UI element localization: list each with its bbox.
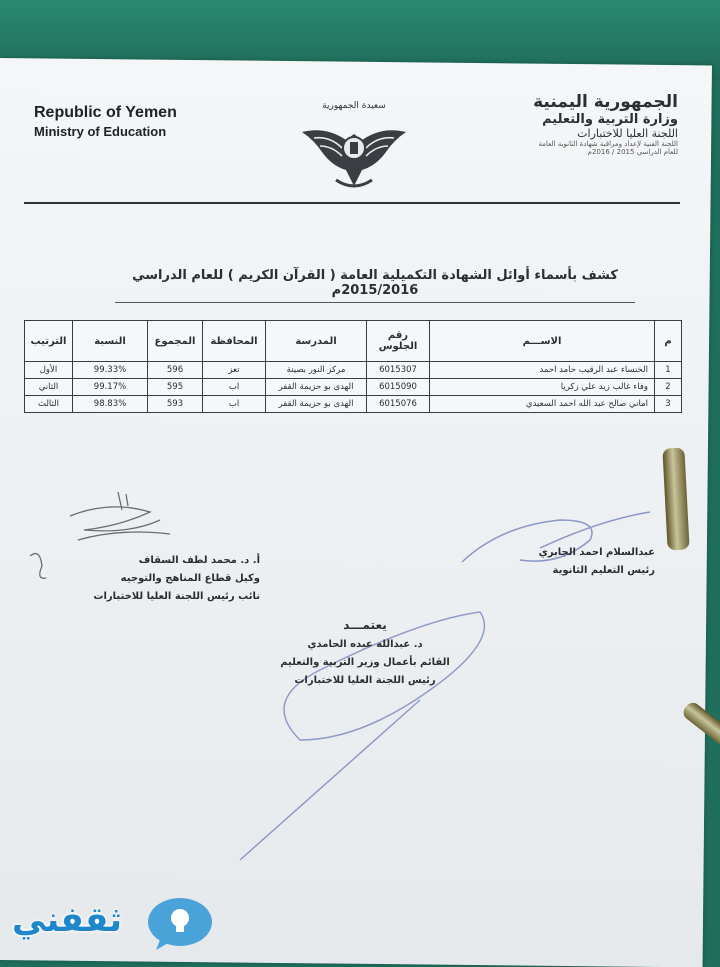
cell-governorate: تعز [203, 362, 266, 379]
cell-governorate: اب [203, 379, 266, 396]
header-arabic-ministry: وزارة التربية والتعليم [542, 112, 678, 127]
header-arabic [438, 92, 678, 156]
col-header-total: المجموع [148, 321, 203, 362]
header-arabic-subcommittee: اللجنة الفنية لإعداد ومراقبة شهادة الثانوية العامة [538, 140, 678, 148]
header-english-ministry: Ministry of Education [34, 124, 167, 139]
cell-number: 2 [655, 379, 682, 396]
cell-school: الهدى بو حزيمة القفر [266, 396, 367, 413]
header-arabic-republic: الجمهورية اليمنية [533, 92, 678, 112]
yemen-eagle-emblem-icon [296, 96, 412, 196]
col-header-number: م [655, 321, 682, 362]
cell-school: الهدى بو حزيمة القفر [266, 379, 367, 396]
cell-seat-number: 6015076 [367, 396, 430, 413]
center-signature-title1: القائم بأعمال وزير التربية والتعليم [280, 657, 450, 668]
center-signature-block [250, 616, 480, 690]
cell-name: وفاء غالب زيد علي زكريا [430, 379, 655, 396]
cell-seat-number: 6015090 [367, 379, 430, 396]
center-signature-title2: رئيس اللجنة العليا للاختبارات [294, 675, 436, 686]
center-signature-name: د. عبدالله عبده الحامدي [307, 639, 423, 650]
left-signature-title2: نائب رئيس اللجنة العليا للاختبارات [93, 591, 260, 602]
cell-total: 596 [148, 362, 203, 379]
right-signature-name: عبدالسلام احمد الجابري [538, 547, 655, 558]
cell-percentage: 99.17% [73, 379, 148, 396]
cell-percentage: 99.33% [73, 362, 148, 379]
left-signature-block [70, 552, 260, 606]
header-arabic-committee: اللجنة العليا للاختبارات [577, 127, 678, 140]
table-row [25, 379, 682, 396]
right-signature-title1: رئيس التعليم الثانوية [552, 565, 655, 576]
cell-total: 593 [148, 396, 203, 413]
cell-rank: الأول [25, 362, 73, 379]
cell-school: مركز النور بصينة [266, 362, 367, 379]
header-english [34, 104, 177, 139]
col-header-rank: الترتيب [25, 321, 73, 362]
cell-name: الخنساء عبد الرقيب حامد احمد [430, 362, 655, 379]
table-row [25, 396, 682, 413]
emblem-caption: سعيدة الجمهورية [322, 101, 386, 111]
cell-number: 3 [655, 396, 682, 413]
cell-percentage: 98.83% [73, 396, 148, 413]
header-arabic-year: للعام الدراسي 2015 / 2016م [587, 148, 678, 156]
col-header-name: الاســـم [430, 321, 655, 362]
table-row [25, 362, 682, 379]
document-title: كشف بأسماء أوائل الشهادة التكميلية العامة ( القرآن الكريم ) للعام الدراسي 2015/2016م [115, 268, 635, 303]
watermark-text: ثقفني [12, 900, 122, 940]
col-header-percentage: النسبة [73, 321, 148, 362]
cell-governorate: اب [203, 396, 266, 413]
col-header-school: المدرسة [266, 321, 367, 362]
cell-rank: الثاني [25, 379, 73, 396]
table-header-row [25, 321, 682, 362]
results-table [24, 320, 682, 413]
left-signature-title1: وكيل قطاع المناهج والتوجيه [120, 573, 260, 584]
cell-name: اماني صالح عبد الله احمد السعيدي [430, 396, 655, 413]
adopted-label: يعتمـــد [343, 618, 387, 632]
col-header-seat-number: رقم الجلوس [367, 321, 430, 362]
cell-rank: الثالث [25, 396, 73, 413]
header-divider [24, 202, 680, 204]
cell-total: 595 [148, 379, 203, 396]
cell-number: 1 [655, 362, 682, 379]
left-signature-name: أ. د. محمد لطف السقاف [138, 555, 260, 566]
cell-seat-number: 6015307 [367, 362, 430, 379]
col-header-governorate: المحافظة [203, 321, 266, 362]
right-signature-block [455, 544, 655, 580]
header-english-republic: Republic of Yemen [34, 104, 177, 121]
